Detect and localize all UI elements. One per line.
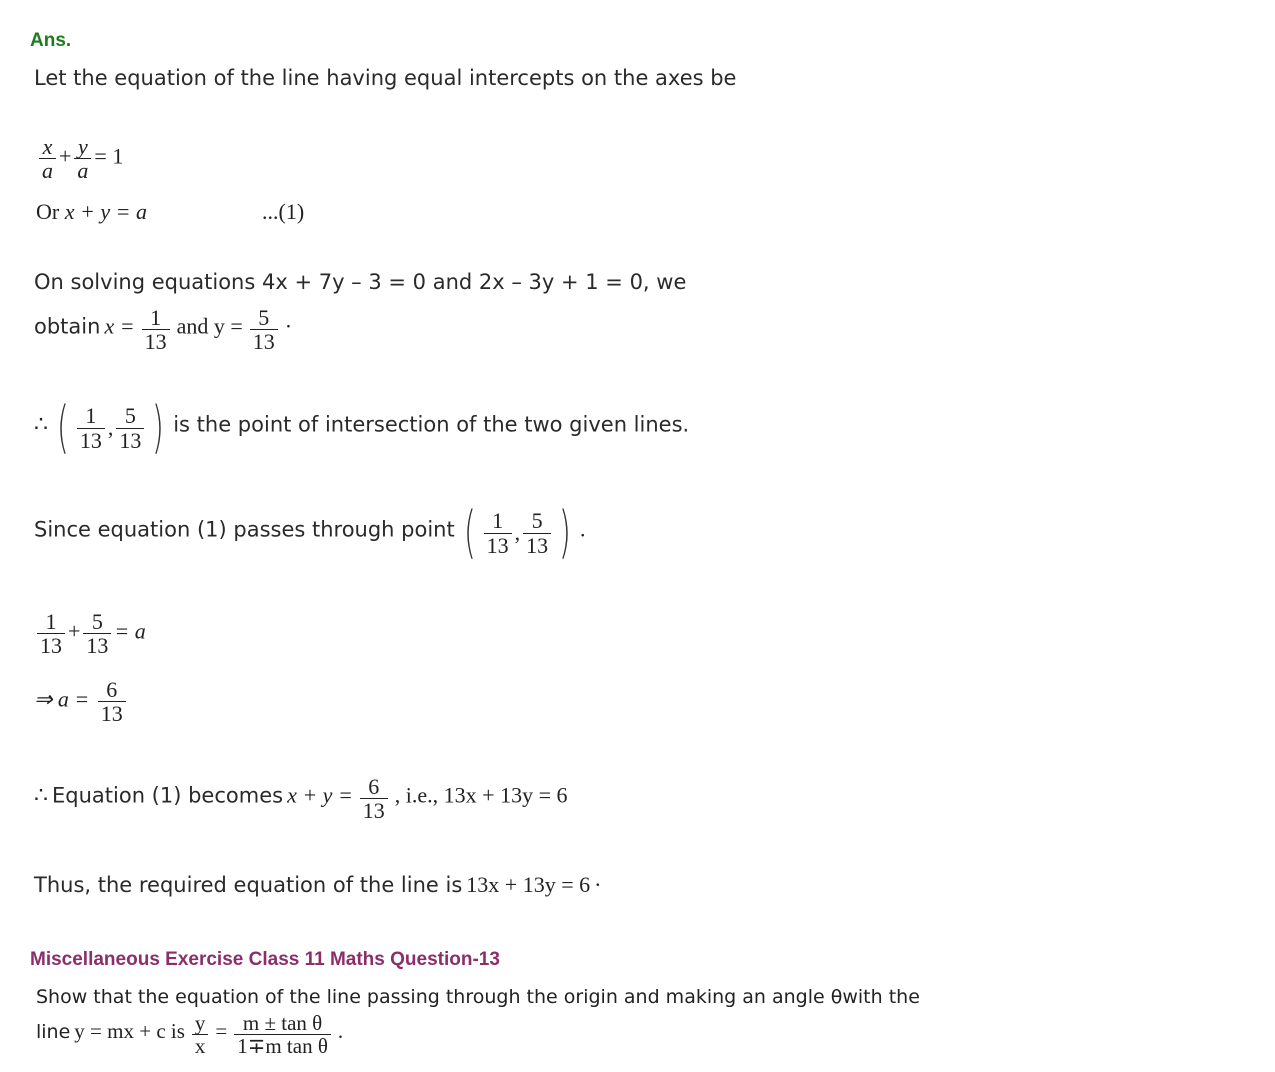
sum-equation: $\frac{1}{13}$ + $\frac{5}{13}$ = a	[34, 610, 146, 657]
point-line: ∴ ( $\frac{1}{13}$ , $\frac{5}{13}$ ) is the point of intersection of the two given lines.	[34, 395, 690, 460]
intercept-equation: $\frac{x}{a}$ + $\frac{y}{a}$ = 1	[36, 135, 123, 182]
five-thirteenth: $\frac{5}{13}$	[250, 306, 278, 353]
point-tuple: ( $\frac{1}{13}$ , $\frac{5}{13}$ )	[56, 395, 165, 460]
solving-text: On solving equations 4x + 7y – 3 = 0 and 2x – 3y + 1 = 0, we	[34, 270, 687, 294]
obtain-line: obtain x = $\frac{1}{13}$ and y = $\frac{5}{13}$ ·	[34, 305, 293, 355]
thus-line: Thus, the required equation of the line is 13x + 13y = 6 ·	[34, 872, 602, 897]
equation-one: Or x + y = a	[36, 199, 147, 224]
equation-one-ref: ...(1)	[262, 199, 305, 224]
x-over-a: $\frac{x}{a}$	[39, 135, 56, 182]
question-line-2: line y = mx + c is $\frac{y}{x}$ = $\frac{\text{m ± tan θ}}{\text{1∓m tan θ}}$ .	[36, 1011, 344, 1059]
a-equation: ⇒ a = $\frac{6}{13}$	[34, 678, 129, 725]
since-line: Since equation (1) passes through point ( $\frac{1}{13}$ , $\frac{5}{13}$ ) .	[34, 500, 586, 565]
point-tuple: ( $\frac{1}{13}$ , $\frac{5}{13}$ )	[463, 500, 572, 565]
intro-text: Let the equation of the line having equal intercepts on the axes be	[34, 66, 737, 90]
becomes-line: ∴ Equation (1) becomes x + y = $\frac{6}{13}$ , i.e., 13x + 13y = 6	[34, 774, 568, 824]
y-over-a: $\frac{y}{a}$	[74, 135, 91, 182]
question-line-1: Show that the equation of the line passing through the origin and making an angle θwith the	[36, 986, 920, 1008]
answer-label: Ans.	[30, 30, 72, 51]
one-thirteenth: $\frac{1}{13}$	[142, 306, 170, 353]
question-heading: Miscellaneous Exercise Class 11 Maths Question-13	[30, 949, 500, 970]
